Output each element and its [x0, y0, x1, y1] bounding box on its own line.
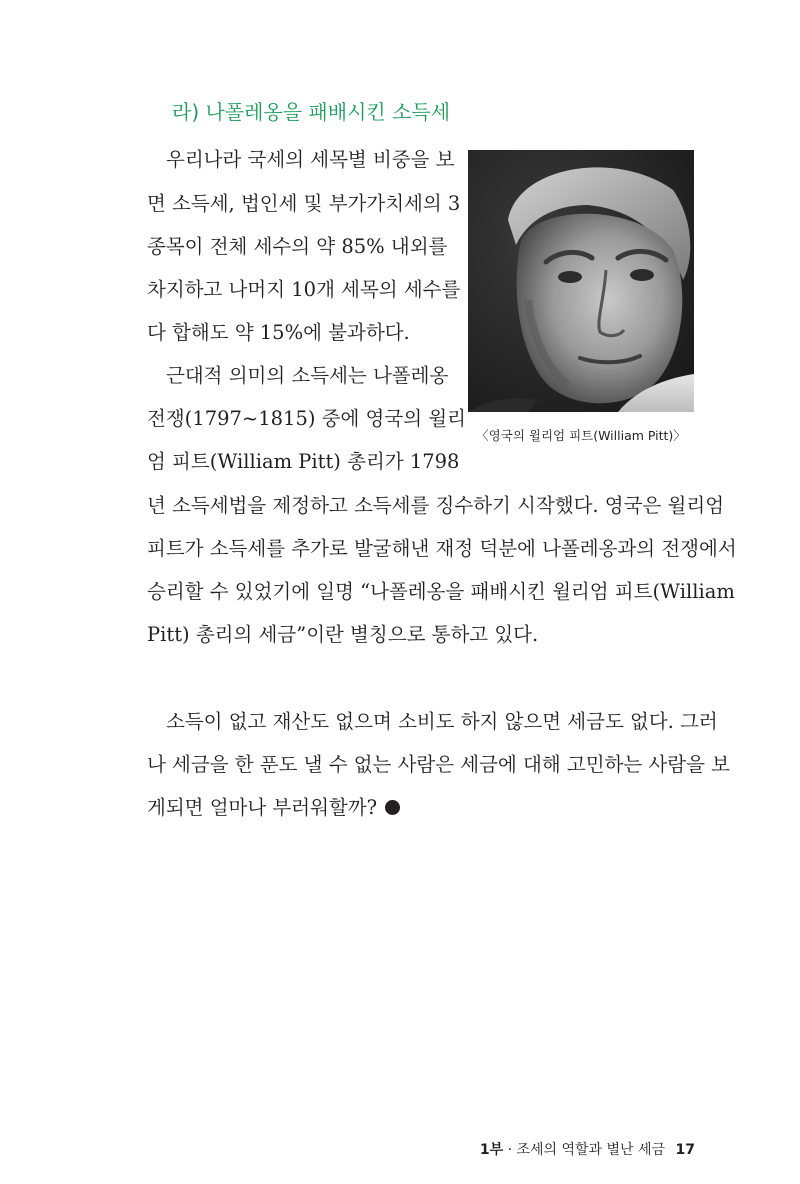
paragraph-line: 소득이 없고 재산도 없으며 소비도 하지 않으면 세금도 없다. 그러 [166, 710, 718, 733]
footer-part-label: 1부 [479, 1142, 504, 1158]
paragraph-line: Pitt) 총리의 세금”이란 별칭으로 통하고 있다. [147, 623, 539, 646]
paragraph-line: 전쟁(1797~1815) 중에 영국의 윌리 [147, 407, 466, 430]
page-number: 17 [675, 1142, 695, 1158]
paragraph-line: 차지하고 나머지 10개 세목의 세수를 [147, 278, 461, 301]
figure-caption: 〈영국의 윌리엄 피트(William Pitt)〉 [476, 428, 686, 443]
paragraph-line: 피트가 소득세를 추가로 발굴해낸 재정 덕분에 나폴레옹과의 전쟁에서 [147, 537, 737, 560]
william-pitt-portrait [468, 150, 694, 412]
paragraph-line-final [147, 794, 695, 822]
paragraph-line: 승리할 수 있었기에 일명 “나폴레옹을 패배시킨 윌리엄 피트(William [147, 580, 735, 603]
footer-separator: · [507, 1142, 513, 1158]
paragraph-line: 나 세금을 한 푼도 낼 수 없는 사람은 세금에 대해 고민하는 사람을 보 [147, 753, 730, 776]
page-footer [480, 1139, 695, 1159]
paragraph-line: 근대적 의미의 소득세는 나폴레옹 [166, 364, 449, 387]
paragraph-line: 우리나라 국세의 세목별 비중을 보 [166, 148, 455, 171]
paragraph-line: 종목이 전체 세수의 약 85% 내외를 [147, 235, 448, 258]
paragraph-line: 년 소득세법을 제정하고 소득세를 징수하기 시작했다. 영국은 윌리엄 [147, 494, 725, 517]
section-heading: 라) 나폴레옹을 패배시킨 소득세 [172, 100, 451, 124]
footer-chapter-title: 조세의 역할과 별난 세금 [516, 1142, 666, 1158]
paragraph-line-text: 게되면 얼마나 부러워할까? [147, 796, 378, 819]
paragraph-line: 면 소득세, 법인세 및 부가가치세의 3 [147, 192, 461, 215]
end-of-section-bullet-icon [385, 800, 400, 815]
paragraph-line: 다 합해도 약 15%에 불과하다. [147, 321, 410, 344]
paragraph-line: 엄 피트(William Pitt) 총리가 1798 [147, 450, 460, 473]
